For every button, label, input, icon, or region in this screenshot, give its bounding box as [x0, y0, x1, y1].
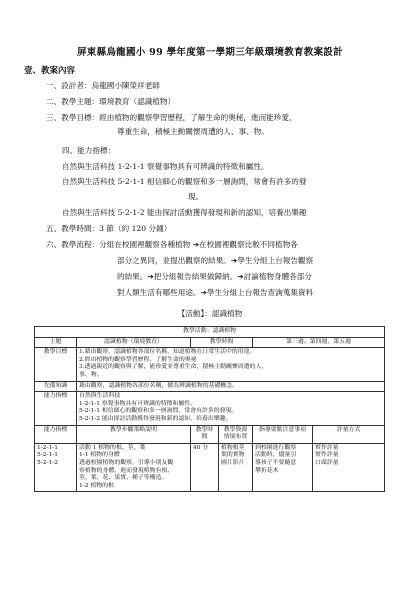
- resource-item: 植物根莖: [221, 444, 245, 451]
- table-row: [35, 327, 385, 338]
- table-row: [35, 381, 385, 392]
- ability-item-1: 自然與生活科技 1-2-1-1 察覺事物具有可辨識的特徵和屬性。: [62, 162, 269, 171]
- ability-heading: 四、能力指標：: [62, 146, 116, 155]
- note-item: 攀折花木: [255, 467, 279, 474]
- assessment-item: 實作評量: [315, 452, 339, 459]
- ability-item-2-line-1: 自然與生活科技 5-2-1-1 相信細心的觀察和多一層詢問，常會有許多的發: [62, 177, 307, 186]
- time-line: 五、教學時間：3 節（約 120 分鐘）: [46, 224, 172, 233]
- goal-item: 1.藉由觀察，認識植物各部位名稱，知道植物在日常生活中的用途。: [79, 349, 256, 356]
- assessment-cell: [313, 443, 385, 492]
- col-header-indicator: 能力指標: [35, 425, 77, 443]
- col-header-notes: 指導要點注意事項: [253, 425, 313, 443]
- col-header-resources: 教學資源情境布置: [219, 425, 253, 443]
- indicator-item: 自然與生活科技: [79, 393, 121, 400]
- flow-line-2: 部分之異同，並提出觀察的結果。➔學生分組上台報告觀察: [117, 256, 314, 265]
- table-header-row: [35, 425, 385, 443]
- activity-header-cell: 教學活動：認識植物: [35, 327, 385, 338]
- designer-line: 一、設計者：烏龍國小陳榮祥老師: [46, 81, 160, 90]
- prior-knowledge-value: 藉由觀察，認識植物各部位名稱，做為辨識植物的基礎概念。: [77, 381, 385, 392]
- table-row: [35, 348, 385, 381]
- activity-step: 活動 1 植物的根、莖、葉: [79, 444, 146, 451]
- indicator-cell: [77, 392, 385, 425]
- ability-item-2-line-2: 現。: [188, 192, 204, 201]
- indicator-codes-cell: [35, 443, 77, 492]
- note-item: 到校園進行觀察: [255, 444, 297, 451]
- theme-label: 主題: [35, 337, 77, 348]
- goal-item: 3.透過親近的觀察與了解，能珍愛並尊重生命，積極主動關懷周遭的人、: [79, 364, 268, 371]
- activity-step: 察植物的身體，進而發現植物有根、: [79, 467, 174, 474]
- section-heading: 壹、教案內容: [24, 66, 76, 76]
- activity-step: 莖、葉、花、果實、種子等構造。: [79, 475, 168, 482]
- theme-value: 認識植物（環境教育）: [77, 337, 191, 348]
- assessment-item: 口頭評量: [315, 459, 339, 466]
- activity-step: 1-2 植物的根: [79, 482, 114, 489]
- activity-step: 1-1 植物的身體: [79, 452, 120, 459]
- flow-line-4: 對人類生活有哪些用途。➔學生分組上台報告查詢蒐集資料: [117, 288, 314, 297]
- col-header-assessment: 評量方式: [313, 425, 385, 443]
- activity-caption: 【活動】：認識植物: [177, 309, 243, 318]
- prior-knowledge-label: 先備知識: [35, 381, 77, 392]
- time-value: 第三週、第四週、第五週: [253, 337, 385, 348]
- notes-cell: [253, 443, 313, 492]
- resource-item: 圖片影片: [221, 459, 245, 466]
- indicator-item: 1-2-1-1 察覺事物具有可辨識的特徵和屬性。: [79, 400, 197, 407]
- resource-item: 葉的實物: [221, 452, 245, 459]
- note-item: 導孩子不要隨意: [255, 459, 297, 466]
- activity-time-cell: 40 分: [191, 443, 219, 492]
- table-row: [35, 443, 385, 492]
- indicator-code: 5-2-1-2: [37, 459, 58, 466]
- lesson-plan-table: [34, 326, 385, 492]
- flow-line-1: 六、教學流程：分組在校園裡觀察各種植物 ➔在校園裡觀察比較不同植物各: [46, 240, 298, 249]
- assessment-item: 實作評量: [315, 444, 339, 451]
- note-item: 活動時，儘量引: [255, 452, 297, 459]
- col-header-time: 教學時間: [191, 425, 219, 443]
- goal-item: 事、物。: [79, 371, 103, 378]
- goal-line-2: 尊重生命，積極主動關懷周遭的人、事、物。: [117, 127, 269, 136]
- goals-label: 教學目標: [35, 348, 77, 381]
- indicator-item: 5-2-1-1 相信細心的觀察和多一層詢問，常會有許多的發現。: [79, 408, 238, 415]
- indicator-label: 能力指標: [35, 392, 77, 425]
- resources-cell: [219, 443, 253, 492]
- goal-line-1: 三、教學目標：經由植物的觀察學習歷程，了解生命的奧秘，進而能珍愛、: [46, 113, 297, 122]
- indicator-item: 5-2-1-2 能由探討活動獲得發現和新的認知，培養出樂趣。: [79, 415, 232, 422]
- time-label: 教學時間: [191, 337, 253, 348]
- document-title: 屏東縣烏龍國小 99 學年度第一學期三年級環境教育教案設計: [76, 47, 344, 58]
- activity-steps-cell: [77, 443, 191, 492]
- goal-item: 2.經由植物的觀察學習歷程，了解生命的奧祕: [79, 356, 197, 363]
- table-row: [35, 392, 385, 425]
- flow-line-3: 的結果。➔把分組報告結果做歸納。➔討論植物身體各部分: [117, 272, 312, 281]
- topic-line: 二、教學主題：環境教育（認識植物）: [46, 97, 176, 106]
- indicator-code: 5-2-1-1: [37, 452, 58, 459]
- indicator-code: 1-2-1-1: [37, 444, 58, 451]
- activity-step: 透過校園植物的觀察，引導小朋友觀: [79, 459, 174, 466]
- table-row: [35, 337, 385, 348]
- col-header-activity: 教學步驟策略說明: [77, 425, 191, 443]
- ability-item-3: 自然與生活科技 5-2-1-2 能由探討活動獲得發現和新的認知，培養出樂趣: [62, 208, 307, 217]
- goals-cell: [77, 348, 385, 381]
